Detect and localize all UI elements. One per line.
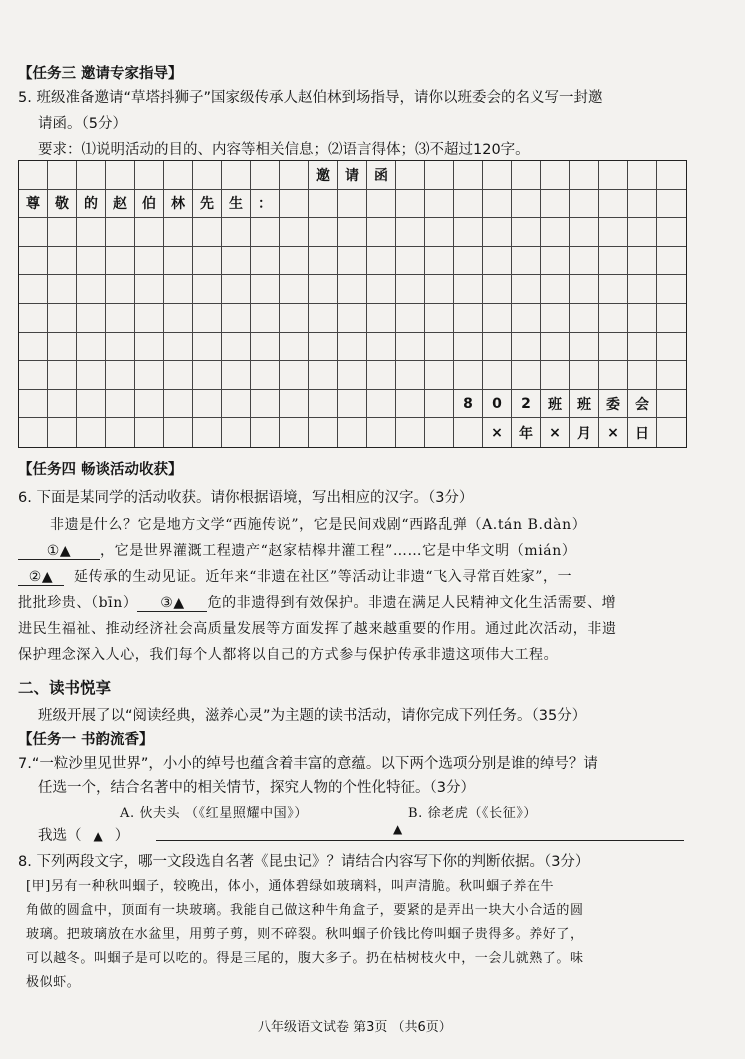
grid-cell[interactable]	[338, 361, 367, 390]
grid-cell[interactable]	[106, 218, 135, 247]
q7-line2: 任选一个，结合名著中的相关情节，探究人物的个性化特征。（3分）	[38, 780, 475, 796]
grid-cell[interactable]	[164, 333, 193, 362]
grid-cell[interactable]	[280, 218, 309, 247]
grid-cell[interactable]	[280, 333, 309, 362]
grid-cell[interactable]	[599, 247, 628, 276]
grid-cell[interactable]	[570, 190, 599, 219]
grid-cell[interactable]	[193, 161, 222, 190]
grid-cell[interactable]: 伯	[135, 190, 164, 219]
q6-p6: 保护理念深入人心，我们每个人都将以自己的方式参与保护传承非遗这项伟大工程。	[18, 647, 559, 663]
grid-cell[interactable]	[367, 247, 396, 276]
grid-cell[interactable]	[309, 304, 338, 333]
grid-cell[interactable]	[541, 275, 570, 304]
grid-cell[interactable]	[280, 304, 309, 333]
grid-cell[interactable]	[251, 247, 280, 276]
q7-line1: 7.“一粒沙里见世界”，小小的绰号也蕴含着丰富的意蕴。以下两个选项分别是谁的绰号？请	[18, 756, 598, 772]
grid-cell[interactable]	[19, 390, 48, 419]
grid-cell[interactable]	[338, 390, 367, 419]
q6-p2-line	[18, 540, 576, 560]
grid-cell[interactable]	[396, 333, 425, 362]
grid-cell[interactable]	[280, 418, 309, 447]
grid-cell[interactable]	[164, 304, 193, 333]
grid-cell[interactable]	[222, 275, 251, 304]
grid-cell[interactable]	[570, 218, 599, 247]
grid-cell[interactable]	[135, 333, 164, 362]
grid-cell[interactable]	[164, 275, 193, 304]
grid-cell[interactable]	[454, 333, 483, 362]
option-b: B. 徐老虎（《长征》）	[408, 806, 538, 821]
grid-cell[interactable]	[193, 218, 222, 247]
grid-cell[interactable]	[309, 418, 338, 447]
grid-cell[interactable]	[251, 390, 280, 419]
grid-cell[interactable]	[657, 390, 686, 419]
grid-cell[interactable]	[454, 218, 483, 247]
grid-cell[interactable]	[280, 161, 309, 190]
grid-cell[interactable]: ：	[251, 190, 280, 219]
grid-cell[interactable]	[367, 218, 396, 247]
grid-cell[interactable]	[599, 218, 628, 247]
grid-cell[interactable]	[599, 333, 628, 362]
grid-cell[interactable]	[222, 333, 251, 362]
grid-cell[interactable]	[512, 161, 541, 190]
grid-cell[interactable]	[454, 247, 483, 276]
grid-cell[interactable]	[251, 275, 280, 304]
grid-cell[interactable]: 月	[570, 418, 599, 447]
q6-p2: ，它是世界灌溉工程遗产“赵家桔槔井灌工程”……它是中华文明（mián）	[100, 543, 577, 559]
grid-cell[interactable]	[106, 275, 135, 304]
writing-grid[interactable]	[18, 160, 687, 448]
grid-cell[interactable]	[628, 190, 657, 219]
grid-cell[interactable]	[309, 275, 338, 304]
grid-cell[interactable]: 2	[512, 390, 541, 419]
grid-cell[interactable]	[512, 247, 541, 276]
q6-p3-line	[18, 566, 572, 586]
grid-cell[interactable]: 敬	[48, 190, 77, 219]
grid-cell[interactable]	[512, 361, 541, 390]
grid-cell[interactable]	[396, 304, 425, 333]
grid-cell[interactable]	[193, 361, 222, 390]
grid-cell[interactable]	[628, 161, 657, 190]
grid-cell[interactable]	[657, 247, 686, 276]
grid-cell[interactable]	[338, 190, 367, 219]
grid-cell[interactable]	[77, 247, 106, 276]
q5-line2: 请函。（5分）	[38, 116, 127, 132]
grid-cell[interactable]	[541, 333, 570, 362]
q5-requirements: 要求：⑴说明活动的目的、内容等相关信息；⑵语言得体；⑶不超过120字。	[38, 142, 530, 158]
grid-cell[interactable]	[19, 275, 48, 304]
grid-cell[interactable]	[338, 333, 367, 362]
grid-cell[interactable]	[570, 161, 599, 190]
grid-cell[interactable]	[48, 218, 77, 247]
grid-cell[interactable]	[541, 304, 570, 333]
grid-cell[interactable]	[396, 390, 425, 419]
grid-cell[interactable]	[251, 218, 280, 247]
grid-cell[interactable]	[657, 218, 686, 247]
para-jia-1: [甲]另有一种秋叫蝈子，较晚出，体小，通体碧绿如玻璃料，叫声清脆。秋叫蝈子养在牛	[26, 879, 555, 894]
grid-cell[interactable]: 尊	[19, 190, 48, 219]
q5-line1: 5. 班级准备邀请“草塔抖狮子”国家级传承人赵伯林到场指导，请你以班委会的名义写一封邀	[18, 90, 603, 106]
grid-cell[interactable]	[193, 418, 222, 447]
q6-p3: 延传承的生动见证。近年来“非遗在社区”等活动让非遗“飞入寻常百姓家”，一	[74, 569, 573, 585]
grid-cell[interactable]	[425, 390, 454, 419]
grid-cell[interactable]	[628, 247, 657, 276]
grid-cell[interactable]	[48, 247, 77, 276]
grid-cell[interactable]: 年	[512, 418, 541, 447]
grid-cell[interactable]	[309, 247, 338, 276]
grid-cell[interactable]	[657, 418, 686, 447]
grid-cell[interactable]	[599, 161, 628, 190]
grid-cell[interactable]	[48, 275, 77, 304]
grid-cell[interactable]	[570, 275, 599, 304]
grid-cell[interactable]	[164, 361, 193, 390]
grid-cell[interactable]	[367, 333, 396, 362]
grid-cell[interactable]	[222, 418, 251, 447]
grid-cell[interactable]	[106, 161, 135, 190]
grid-cell[interactable]	[222, 218, 251, 247]
grid-cell[interactable]	[425, 333, 454, 362]
grid-cell[interactable]	[599, 361, 628, 390]
grid-cell[interactable]: 生	[222, 190, 251, 219]
para-jia-3: 玻璃。把玻璃放在水盆里，用剪子剪，则不碎裂。秋叫蝈子价钱比侉叫蝈子贵得多。养好了，	[26, 927, 584, 942]
grid-cell[interactable]	[19, 361, 48, 390]
grid-cell[interactable]	[425, 361, 454, 390]
answer-mark: ▲	[393, 822, 403, 836]
grid-cell[interactable]	[483, 247, 512, 276]
grid-cell[interactable]: 0	[483, 390, 512, 419]
choose-mark[interactable]: ▲	[93, 829, 103, 843]
grid-cell[interactable]	[77, 361, 106, 390]
grid-cell[interactable]	[164, 418, 193, 447]
grid-cell[interactable]	[570, 304, 599, 333]
grid-cell[interactable]	[541, 361, 570, 390]
grid-cell[interactable]	[193, 333, 222, 362]
option-a: A. 伙夫头 （《红星照耀中国》）	[120, 806, 308, 821]
grid-cell[interactable]	[106, 247, 135, 276]
grid-cell[interactable]	[454, 304, 483, 333]
grid-cell[interactable]	[570, 361, 599, 390]
grid-cell[interactable]: 日	[628, 418, 657, 447]
grid-cell[interactable]: 函	[367, 161, 396, 190]
grid-cell[interactable]	[251, 304, 280, 333]
blank-2[interactable]: ②▲	[18, 569, 64, 586]
grid-cell[interactable]	[396, 218, 425, 247]
grid-cell[interactable]: 8	[454, 390, 483, 419]
grid-cell[interactable]	[454, 418, 483, 447]
grid-cell[interactable]: 的	[77, 190, 106, 219]
grid-cell[interactable]	[135, 304, 164, 333]
grid-cell[interactable]	[48, 161, 77, 190]
grid-cell[interactable]	[309, 361, 338, 390]
para-jia-2: 角做的圆盒中，顶面有一块玻璃。我能自己做这种牛角盒子，要紧的是弄出一块大小合适的圆	[26, 903, 584, 918]
grid-cell[interactable]	[512, 190, 541, 219]
grid-cell[interactable]	[48, 418, 77, 447]
grid-cell[interactable]	[19, 418, 48, 447]
grid-cell[interactable]	[396, 247, 425, 276]
grid-cell[interactable]	[106, 390, 135, 419]
grid-cell[interactable]	[454, 275, 483, 304]
grid-cell[interactable]	[628, 333, 657, 362]
task3-header: 【任务三 邀请专家指导】	[18, 66, 183, 82]
grid-cell[interactable]	[541, 218, 570, 247]
grid-cell[interactable]	[77, 304, 106, 333]
grid-cell[interactable]	[396, 190, 425, 219]
answer-line[interactable]	[156, 840, 684, 841]
q6-p1: 非遗是什么？它是地方文学“西施传说”，它是民间戏剧“西路乱弹（A.tán B.dàn）	[50, 517, 587, 533]
q6-p4-line	[18, 592, 616, 612]
task1-header: 【任务一 书韵流香】	[18, 732, 154, 748]
grid-cell[interactable]	[135, 361, 164, 390]
grid-cell[interactable]: ×	[541, 418, 570, 447]
grid-cell[interactable]	[599, 304, 628, 333]
grid-cell[interactable]	[193, 275, 222, 304]
grid-cell[interactable]	[483, 275, 512, 304]
grid-cell[interactable]	[77, 275, 106, 304]
grid-cell[interactable]	[657, 161, 686, 190]
grid-cell[interactable]	[541, 247, 570, 276]
grid-cell[interactable]	[425, 161, 454, 190]
grid-cell[interactable]	[599, 190, 628, 219]
grid-cell[interactable]	[512, 275, 541, 304]
grid-cell[interactable]	[657, 190, 686, 219]
blank-1[interactable]: ①▲	[18, 543, 100, 560]
grid-cell[interactable]	[19, 304, 48, 333]
grid-cell[interactable]	[454, 361, 483, 390]
grid-cell[interactable]	[251, 418, 280, 447]
grid-cell[interactable]	[338, 304, 367, 333]
grid-cell[interactable]	[367, 190, 396, 219]
task4-header: 【任务四 畅谈活动收获】	[18, 462, 183, 478]
grid-cell[interactable]	[425, 275, 454, 304]
grid-cell[interactable]	[106, 418, 135, 447]
grid-cell[interactable]	[19, 247, 48, 276]
grid-cell[interactable]	[338, 418, 367, 447]
grid-cell[interactable]	[164, 218, 193, 247]
grid-cell[interactable]	[367, 304, 396, 333]
grid-cell[interactable]: ×	[599, 418, 628, 447]
grid-cell[interactable]	[425, 418, 454, 447]
grid-cell[interactable]	[135, 247, 164, 276]
grid-cell[interactable]	[135, 218, 164, 247]
grid-cell[interactable]	[425, 247, 454, 276]
grid-cell[interactable]	[48, 390, 77, 419]
grid-cell[interactable]	[164, 247, 193, 276]
grid-cell[interactable]	[338, 275, 367, 304]
grid-cell[interactable]	[77, 161, 106, 190]
grid-cell[interactable]	[309, 390, 338, 419]
grid-cell[interactable]	[512, 304, 541, 333]
grid-cell[interactable]	[570, 333, 599, 362]
grid-cell[interactable]	[628, 218, 657, 247]
grid-cell[interactable]	[222, 361, 251, 390]
grid-cell[interactable]	[483, 190, 512, 219]
blank-3[interactable]: ③▲	[137, 595, 207, 612]
q6-p5: 进民生福祉、推动经济社会高质量发展等方面发挥了越来越重要的作用。通过此次活动，非遗	[18, 621, 617, 637]
grid-cell[interactable]	[454, 161, 483, 190]
page-footer: 八年级语文试卷 第3页 （共6页）	[258, 1020, 452, 1035]
grid-cell[interactable]	[309, 190, 338, 219]
grid-cell[interactable]	[135, 161, 164, 190]
grid-cell[interactable]	[77, 418, 106, 447]
grid-cell[interactable]	[483, 333, 512, 362]
grid-cell[interactable]	[251, 333, 280, 362]
grid-cell[interactable]	[367, 275, 396, 304]
para-jia-4: 可以越冬。叫蝈子是可以吃的。得是三尾的，腹大多子。扔在枯树枝火中，一会儿就熟了。味	[26, 951, 584, 966]
grid-cell[interactable]	[657, 361, 686, 390]
q6-p4b: 危的非遗得到有效保护。非遗在满足人民精神文化生活需要、增	[207, 595, 617, 611]
grid-cell[interactable]	[628, 304, 657, 333]
grid-cell[interactable]	[425, 218, 454, 247]
grid-cell[interactable]	[657, 304, 686, 333]
grid-cell[interactable]: 邀	[309, 161, 338, 190]
grid-cell[interactable]	[367, 418, 396, 447]
grid-cell[interactable]	[309, 333, 338, 362]
grid-cell[interactable]	[628, 275, 657, 304]
grid-cell[interactable]	[454, 190, 483, 219]
grid-cell[interactable]: ×	[483, 418, 512, 447]
grid-cell[interactable]	[222, 390, 251, 419]
choose-label: 我选（	[38, 828, 82, 844]
grid-cell[interactable]	[483, 304, 512, 333]
grid-cell[interactable]	[222, 161, 251, 190]
grid-cell[interactable]	[541, 190, 570, 219]
para-jia-5: 极似虾。	[26, 975, 81, 990]
q6-prompt: 6. 下面是某同学的活动收获。请你根据语境，写出相应的汉字。（3分）	[18, 490, 474, 506]
grid-cell[interactable]	[367, 361, 396, 390]
grid-cell[interactable]	[628, 361, 657, 390]
grid-cell[interactable]: 请	[338, 161, 367, 190]
grid-cell[interactable]	[425, 190, 454, 219]
choose-close: ）	[114, 828, 130, 844]
grid-cell[interactable]	[106, 361, 135, 390]
grid-cell[interactable]: 赵	[106, 190, 135, 219]
grid-cell[interactable]	[48, 361, 77, 390]
grid-cell[interactable]	[657, 333, 686, 362]
section2-title: 二、读书悦享	[18, 679, 112, 697]
grid-cell[interactable]	[77, 333, 106, 362]
grid-cell[interactable]	[19, 218, 48, 247]
grid-cell[interactable]	[512, 333, 541, 362]
grid-cell[interactable]	[48, 333, 77, 362]
grid-cell[interactable]	[396, 418, 425, 447]
grid-cell[interactable]	[657, 275, 686, 304]
grid-cell[interactable]	[251, 361, 280, 390]
grid-cell[interactable]	[367, 390, 396, 419]
grid-cell[interactable]	[396, 361, 425, 390]
grid-cell[interactable]	[77, 218, 106, 247]
grid-cell[interactable]	[48, 304, 77, 333]
grid-cell[interactable]	[135, 390, 164, 419]
choose-row	[38, 824, 129, 845]
grid-cell[interactable]	[483, 361, 512, 390]
grid-cell[interactable]	[396, 161, 425, 190]
grid-cell[interactable]	[599, 275, 628, 304]
grid-cell[interactable]	[135, 418, 164, 447]
q6-p4a: 批批珍贵、（bīn）	[18, 595, 138, 611]
grid-cell[interactable]	[193, 247, 222, 276]
grid-cell[interactable]	[106, 333, 135, 362]
grid-cell[interactable]	[570, 247, 599, 276]
grid-cell[interactable]	[222, 304, 251, 333]
grid-cell[interactable]	[19, 161, 48, 190]
grid-cell[interactable]	[309, 218, 338, 247]
grid-cell[interactable]	[164, 390, 193, 419]
section2-intro: 班级开展了以“阅读经典，滋养心灵”为主题的读书活动，请你完成下列任务。（35分）	[38, 708, 587, 724]
grid-cell[interactable]	[338, 218, 367, 247]
grid-cell[interactable]	[77, 390, 106, 419]
grid-cell[interactable]	[164, 161, 193, 190]
grid-cell[interactable]	[512, 218, 541, 247]
grid-cell[interactable]	[425, 304, 454, 333]
grid-cell[interactable]	[193, 304, 222, 333]
grid-cell[interactable]	[483, 161, 512, 190]
grid-cell[interactable]	[280, 390, 309, 419]
grid-cell[interactable]	[193, 390, 222, 419]
grid-cell[interactable]	[280, 361, 309, 390]
grid-cell[interactable]	[222, 247, 251, 276]
grid-cell[interactable]: 班	[541, 390, 570, 419]
grid-cell[interactable]: 委	[599, 390, 628, 419]
grid-cell[interactable]	[280, 190, 309, 219]
grid-cell[interactable]	[251, 161, 280, 190]
grid-cell[interactable]: 班	[570, 390, 599, 419]
grid-cell[interactable]	[338, 247, 367, 276]
grid-cell[interactable]	[541, 161, 570, 190]
q8-prompt: 8. 下列两段文字，哪一文段选自名著《昆虫记》？请结合内容写下你的判断依据。（3分）	[18, 854, 590, 870]
grid-cell[interactable]	[396, 275, 425, 304]
grid-cell[interactable]: 会	[628, 390, 657, 419]
grid-cell[interactable]: 林	[164, 190, 193, 219]
grid-cell[interactable]	[135, 275, 164, 304]
grid-cell[interactable]	[483, 218, 512, 247]
grid-cell[interactable]	[280, 247, 309, 276]
grid-cell[interactable]	[280, 275, 309, 304]
grid-cell[interactable]	[106, 304, 135, 333]
grid-cell[interactable]: 先	[193, 190, 222, 219]
grid-cell[interactable]	[19, 333, 48, 362]
